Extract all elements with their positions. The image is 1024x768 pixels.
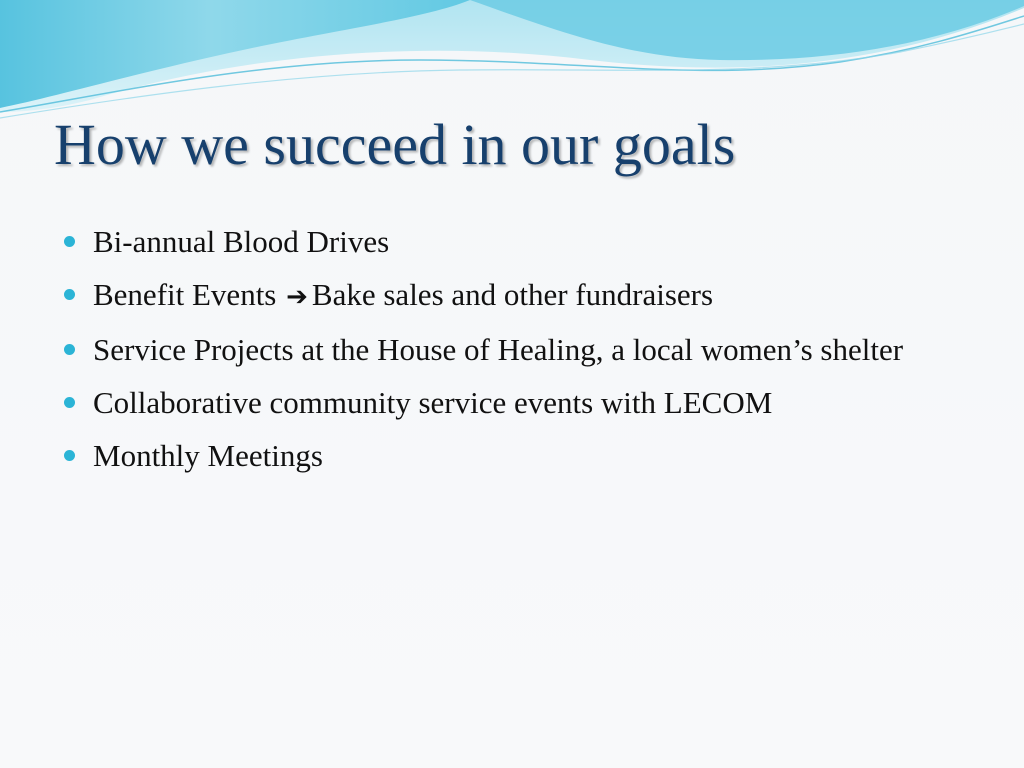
bullet-text: Service Projects at the House of Healing, a local women’s shelter	[93, 332, 904, 367]
bullet-dot-icon	[64, 289, 75, 300]
bullet-text: Bi-annual Blood Drives	[93, 224, 390, 259]
bullet-text: Monthly Meetings	[93, 438, 323, 473]
bullet-dot-icon	[64, 344, 75, 355]
bullet-item	[62, 381, 962, 425]
bullet-dot-icon	[64, 450, 75, 461]
bullet-item	[62, 328, 962, 372]
bullet-dot-icon	[64, 397, 75, 408]
right-arrow-icon: ➔	[286, 282, 308, 312]
bullet-text: Collaborative community service events with LECOM	[93, 385, 773, 420]
bullet-item	[62, 434, 962, 478]
bullet-item	[62, 273, 962, 319]
bullet-dot-icon	[64, 236, 75, 247]
bullet-item	[62, 220, 962, 264]
bullet-text-after-arrow: Bake sales and other fundraisers	[311, 277, 714, 312]
bullet-text-before-arrow: Benefit Events	[93, 277, 285, 312]
bullet-list	[62, 220, 962, 487]
slide-title: How we succeed in our goals	[54, 112, 736, 177]
